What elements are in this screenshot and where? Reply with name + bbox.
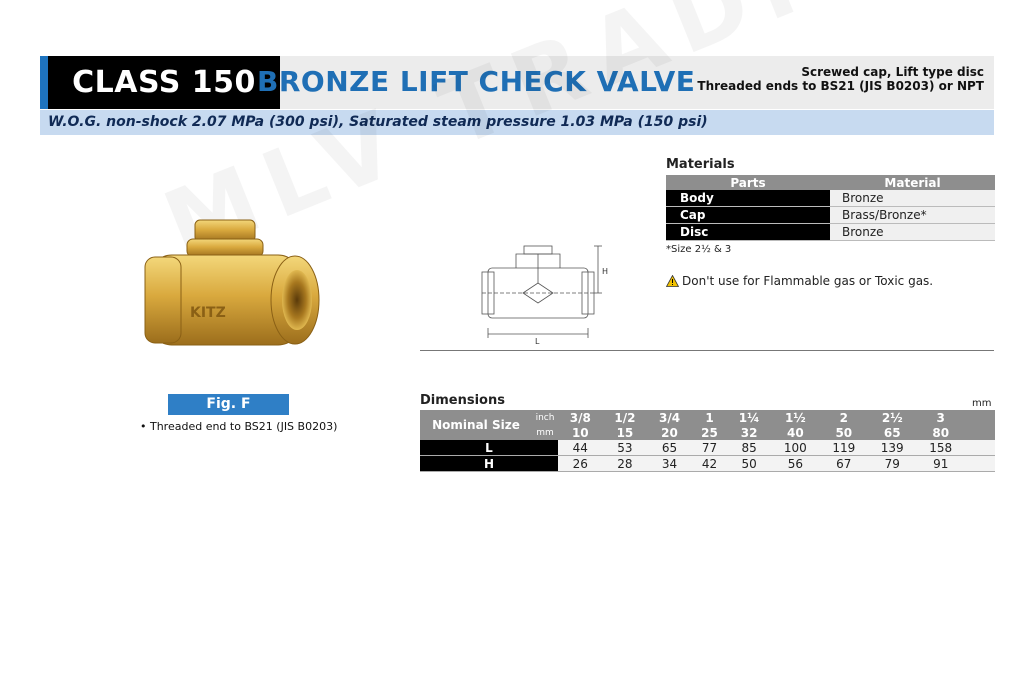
mm-cell: 20 [647,425,692,440]
figure-label: Fig. F [168,394,289,415]
drawing-l-label: L [535,337,540,346]
spacer-cell [965,440,995,456]
section-divider [420,350,994,351]
h-value: 67 [820,456,868,472]
h-value: 50 [727,456,771,472]
valve-photo [135,215,325,365]
inch-cell: 1 [692,410,727,425]
h-value: 28 [603,456,648,472]
figure-note: • Threaded end to BS21 (JIS B0203) [140,420,338,433]
dimensions-table [420,410,995,472]
class-label: CLASS 150 [48,56,280,109]
spacer-cell [965,456,995,472]
header-accent-stripe [40,56,48,109]
inch-cell: 3/4 [647,410,692,425]
materials-table [666,175,995,241]
table-row [420,456,995,472]
warning-icon [666,275,679,287]
mm-cell: 40 [771,425,819,440]
materials-col-material: Material [830,175,995,190]
row-label-l: L [420,440,558,456]
inch-cell: 1/2 [603,410,648,425]
dimensions-title: Dimensions [420,393,505,408]
page-title: BRONZE LIFT CHECK VALVE [257,65,696,98]
material-cell: Bronze [830,224,995,241]
l-value: 77 [692,440,727,456]
subtitle-line-1: Screwed cap, Lift type disc [801,65,984,79]
h-value: 91 [916,456,965,472]
materials-col-parts: Parts [666,175,830,190]
l-value: 119 [820,440,868,456]
mm-cell: 15 [603,425,648,440]
table-row [666,207,995,224]
materials-header-row [666,175,995,190]
mm-unit-label: mm [532,425,558,440]
l-value: 65 [647,440,692,456]
mm-cell: 80 [916,425,965,440]
l-value: 85 [727,440,771,456]
spacer-cell [965,425,995,440]
table-row [666,190,995,207]
subtitle-line-2: Threaded ends to BS21 (JIS B0203) or NPT [697,79,984,93]
material-cell: Brass/Bronze* [830,207,995,224]
h-value: 42 [692,456,727,472]
part-cell: Cap [666,207,830,224]
inch-cell: 3 [916,410,965,425]
dimensions-unit: mm [972,398,992,409]
materials-footnote: *Size 2½ & 3 [666,244,732,255]
warning-note [666,274,933,288]
inch-cell: 3/8 [558,410,603,425]
inch-cell: 1½ [771,410,819,425]
l-value: 53 [603,440,648,456]
part-cell: Disc [666,224,830,241]
mm-cell: 50 [820,425,868,440]
valve-engraving: KITZ [190,305,226,321]
materials-title: Materials [666,157,735,172]
part-cell: Body [666,190,830,207]
l-value: 139 [868,440,916,456]
inch-cell: 1¼ [727,410,771,425]
inch-cell: 2½ [868,410,916,425]
inch-unit-label: inch [532,410,558,425]
table-row [666,224,995,241]
mm-cell: 32 [727,425,771,440]
material-cell: Bronze [830,190,995,207]
mm-cell: 25 [692,425,727,440]
mm-cell: 10 [558,425,603,440]
pressure-rating-text: W.O.G. non-shock 2.07 MPa (300 psi), Saturated steam pressure 1.03 MPa (150 psi) [48,114,708,130]
inch-cell: 2 [820,410,868,425]
l-value: 44 [558,440,603,456]
l-value: 158 [916,440,965,456]
h-value: 34 [647,456,692,472]
warning-text: Don't use for Flammable gas or Toxic gas. [682,274,934,288]
h-value: 26 [558,456,603,472]
row-label-h: H [420,456,558,472]
drawing-h-label: H [602,267,608,276]
inch-row [420,410,995,425]
mm-cell: 65 [868,425,916,440]
h-value: 79 [868,456,916,472]
h-value: 56 [771,456,819,472]
nominal-size-label: Nominal Size [420,410,532,440]
table-row [420,440,995,456]
l-value: 100 [771,440,819,456]
header-subtitle [697,65,984,93]
valve-section-drawing [478,238,608,348]
spacer-cell [965,410,995,425]
